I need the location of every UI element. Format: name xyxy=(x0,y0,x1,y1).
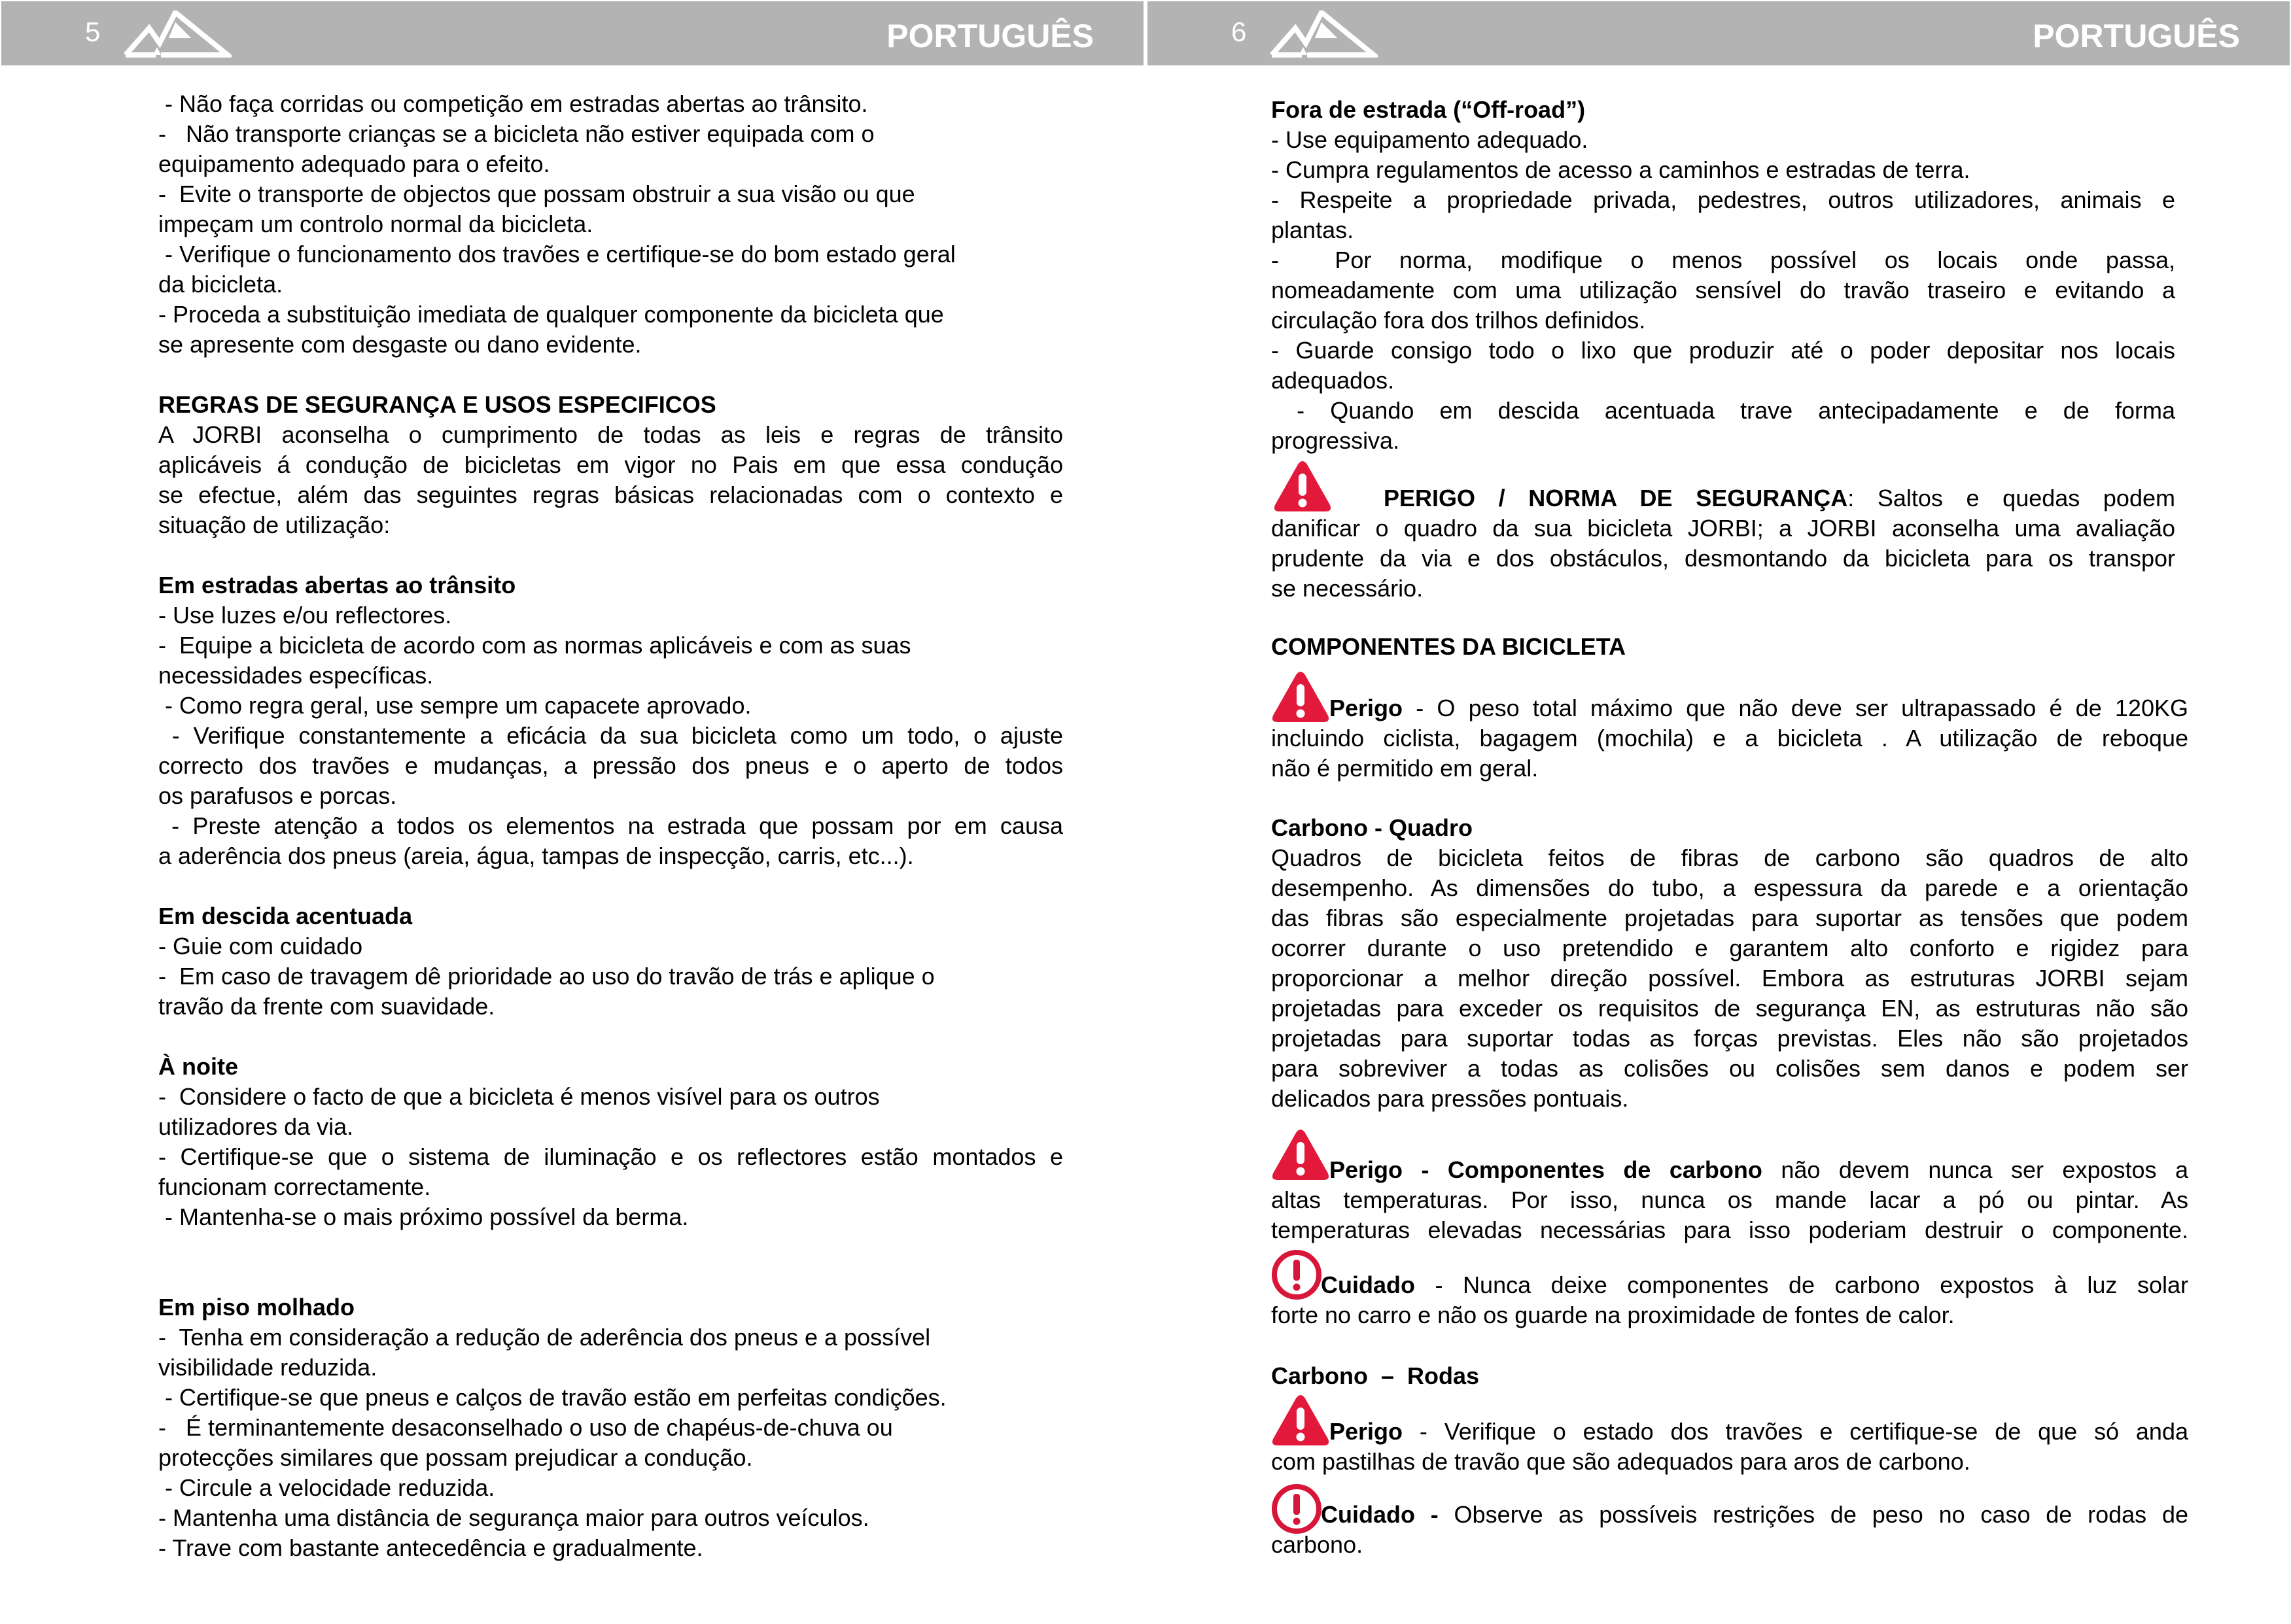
caution-notice-sun xyxy=(1271,1270,2188,1330)
notice-label: PERIGO / NORMA DE SEGURANÇA xyxy=(1384,485,1848,511)
section-regras xyxy=(158,390,1063,540)
list-item: - Em caso de travagem dê prioridade ao uso do travão de trás e aplique o xyxy=(158,963,935,990)
list-item: protecções similares que possam prejudicar a condução. xyxy=(158,1444,753,1471)
notice-first-line xyxy=(1271,1417,2188,1447)
list-item: - Mantenha-se o mais próximo possível da berma. xyxy=(158,1203,689,1230)
list-item: - Evite o transporte de objectos que possam obstruir a sua visão ou que xyxy=(158,181,915,207)
list-item: - Certifique-se que o sistema de iluminação e os reflectores estão montados e xyxy=(158,1143,1063,1170)
danger-notice-weight xyxy=(1271,693,2188,784)
page-number: 6 xyxy=(1231,16,1247,47)
danger-notice-brakes xyxy=(1271,1417,2188,1477)
list-item: impeçam um controlo normal da bicicleta. xyxy=(158,211,593,237)
notice-line: incluindo ciclista, bagagem (mochila) e a bicicleta . A utilização de reboque xyxy=(1271,725,2188,752)
paragraph-line: projetadas para exceder os requisitos de segurança EN, as estruturas não são xyxy=(1271,995,2188,1022)
list-item: se apresente com desgaste ou dano evidente. xyxy=(158,331,642,358)
section-offroad xyxy=(1271,95,2175,456)
list-item: - Respeite a propriedade privada, pedestres, outros utilizadores, animais e xyxy=(1271,186,2175,213)
section-heading: REGRAS DE SEGURANÇA E USOS ESPECIFICOS xyxy=(158,391,716,418)
notice-line: não é permitido em geral. xyxy=(1271,755,1539,782)
notice-line: se necessário. xyxy=(1271,575,1424,602)
section-heading: Em descida acentuada xyxy=(158,903,413,929)
danger-notice-norma xyxy=(1271,483,2175,604)
list-item: - Trave com bastante antecedência e gradualmente. xyxy=(158,1534,703,1561)
list-item: a aderência dos pneus (areia, água, tampas de inspecção, carris, etc...). xyxy=(158,842,914,869)
notice-label: Cuidado xyxy=(1321,1271,1415,1298)
list-item: - Não faça corridas ou competição em estradas abertas ao trânsito. xyxy=(158,90,868,117)
section-heading: Em piso molhado xyxy=(158,1294,355,1321)
list-item: circulação fora dos trilhos definidos. xyxy=(1271,307,1646,334)
notice-text: - O peso total máximo que não deve ser ultrapassado é de 120KG xyxy=(1403,695,2188,721)
components-heading-block xyxy=(1271,632,2188,662)
paragraph-line: Quadros de bicicleta feitos de fibras de carbono são quadros de alto xyxy=(1271,844,2188,871)
notice-first-line xyxy=(1271,693,2188,723)
notice-line: forte no carro e não os guarde na proximidade de fontes de calor. xyxy=(1271,1302,1955,1328)
notice-line: altas temperaturas. Por isso, nunca os mande lacar a pó ou pintar. As xyxy=(1271,1186,2188,1213)
list-item: equipamento adequado para o efeito. xyxy=(158,150,550,177)
list-item: utilizadores da via. xyxy=(158,1113,354,1140)
notice-text: - Nunca deixe componentes de carbono expostos à luz solar xyxy=(1414,1271,2188,1298)
notice-text: Observe as possíveis restrições de peso no caso de rodas de xyxy=(1438,1501,2188,1528)
caution-notice-weight xyxy=(1271,1500,2188,1560)
section-piso xyxy=(158,1292,1063,1563)
notice-label: Cuidado - xyxy=(1321,1501,1439,1528)
list-item: os parafusos e porcas. xyxy=(158,782,397,809)
list-item: correcto dos travões e mudanças, a pressão dos pneus e o aperto de todos xyxy=(158,752,1063,779)
language-label: PORTUGUÊS xyxy=(886,18,1094,54)
paragraph-line: para sobreviver a todas as colisões ou colisões sem danos e podem ser xyxy=(1271,1055,2188,1082)
list-item: - Como regra geral, use sempre um capacete aprovado. xyxy=(158,692,752,719)
section-descida xyxy=(158,901,1063,1022)
page-number: 5 xyxy=(85,16,101,47)
list-item: visibilidade reduzida. xyxy=(158,1354,377,1381)
section-heading: COMPONENTES DA BICICLETA xyxy=(1271,633,1626,660)
list-item: - Use luzes e/ou reflectores. xyxy=(158,602,452,629)
notice-first-line xyxy=(1271,1155,2188,1185)
wheels-heading-block xyxy=(1271,1361,2188,1391)
list-item: - Verifique o funcionamento dos travões e certifique-se do bom estado geral xyxy=(158,241,956,268)
paragraph-line: desempenho. As dimensões do tubo, a espessura da parede e a orientação xyxy=(1271,874,2188,901)
list-item: - Preste atenção a todos os elementos na estrada que possam por em causa xyxy=(158,812,1063,839)
notice-text: - Verifique o estado dos travões e certifique-se de que só anda xyxy=(1403,1418,2188,1445)
intro-list xyxy=(158,89,1063,360)
notice-line: danificar o quadro da sua bicicleta JORBI; a JORBI aconselha uma avaliação xyxy=(1271,515,2175,542)
list-item: progressiva. xyxy=(1271,427,1400,454)
section-estradas xyxy=(158,570,1063,871)
mountain-logo-icon xyxy=(1269,10,1378,58)
language-label: PORTUGUÊS xyxy=(2033,18,2240,54)
list-item: adequados. xyxy=(1271,367,1395,394)
section-heading: Em estradas abertas ao trânsito xyxy=(158,572,516,598)
list-item: - Não transporte crianças se a bicicleta não estiver equipada com o xyxy=(158,120,875,147)
notice-text: não devem nunca ser expostos a xyxy=(1762,1156,2188,1183)
list-item: - Circule a velocidade reduzida. xyxy=(158,1474,495,1501)
section-heading: À noite xyxy=(158,1053,238,1080)
notice-line: temperaturas elevadas necessárias para isso poderiam destruir o componente. xyxy=(1271,1217,2188,1243)
notice-first-line xyxy=(1271,1270,2188,1300)
list-item: - Por norma, modifique o menos possível os locais onde passa, xyxy=(1271,247,2175,273)
paragraph-line: aplicáveis á condução de bicicletas em vigor no Pais em que essa condução xyxy=(158,451,1063,478)
section-carbon-frame xyxy=(1271,813,2188,1114)
paragraph-line: delicados para pressões pontuais. xyxy=(1271,1085,1629,1112)
list-item: - É terminantemente desaconselhado o uso de chapéus-de-chuva ou xyxy=(158,1414,893,1441)
section-heading: Carbono - Quadro xyxy=(1271,814,1473,841)
mountain-logo-icon xyxy=(123,10,232,58)
paragraph-line: A JORBI aconselha o cumprimento de todas as leis e regras de trânsito xyxy=(158,421,1063,448)
list-item: plantas. xyxy=(1271,216,1354,243)
list-item: - Cumpra regulamentos de acesso a caminhos e estradas de terra. xyxy=(1271,156,1970,183)
paragraph-line: projetadas para suportar todas as forças previstas. Eles não são projetados xyxy=(1271,1025,2188,1052)
section-noite xyxy=(158,1052,1063,1232)
list-item: travão da frente com suavidade. xyxy=(158,993,495,1020)
list-item: da bicicleta. xyxy=(158,271,283,298)
paragraph-line: das fibras são especialmente projetadas para suportar as tensões que podem xyxy=(1271,905,2188,931)
left-page-body xyxy=(158,89,1063,1563)
notice-label: Perigo xyxy=(1329,1418,1403,1445)
notice-label: Perigo xyxy=(1329,695,1403,721)
notice-first-line xyxy=(1271,483,2175,513)
notice-line: prudente da via e dos obstáculos, desmontando da bicicleta para os transpor xyxy=(1271,545,2175,572)
danger-notice-carbon xyxy=(1271,1155,2188,1245)
page-header-right xyxy=(1147,1,2290,65)
list-item: - Equipe a bicicleta de acordo com as normas aplicáveis e com as suas xyxy=(158,632,911,659)
paragraph-line: ocorrer durante o uso pretendido e garantem alto conforto e rigidez para xyxy=(1271,935,2188,961)
notice-line: com pastilhas de travão que são adequados para aros de carbono. xyxy=(1271,1448,1970,1475)
list-item: - Proceda a substituição imediata de qualquer componente da bicicleta que xyxy=(158,301,944,328)
list-item: - Guarde consigo todo o lixo que produzir até o poder depositar nos locais xyxy=(1271,337,2175,364)
notice-line: carbono. xyxy=(1271,1531,1363,1558)
list-item: necessidades específicas. xyxy=(158,662,434,689)
list-item: nomeadamente com uma utilização sensível do travão traseiro e evitando a xyxy=(1271,277,2175,303)
notice-label: Perigo - Componentes de carbono xyxy=(1329,1156,1762,1183)
list-item: - Tenha em consideração a redução de aderência dos pneus e a possível xyxy=(158,1324,931,1351)
notice-text: : Saltos e quedas podem xyxy=(1847,485,2175,511)
paragraph-line: situação de utilização: xyxy=(158,511,391,538)
list-item: - Verifique constantemente a eficácia da sua bicicleta como um todo, o ajuste xyxy=(158,722,1063,749)
list-item: - Mantenha uma distância de segurança maior para outros veículos. xyxy=(158,1504,869,1531)
list-item: - Quando em descida acentuada trave antecipadamente e de forma xyxy=(1271,397,2175,424)
list-item: - Use equipamento adequado. xyxy=(1271,126,1588,153)
paragraph-line: proporcionar a melhor direção possível. Embora as estruturas JORBI sejam xyxy=(1271,965,2188,992)
list-item: - Certifique-se que pneus e calços de travão estão em perfeitas condições. xyxy=(158,1384,947,1411)
notice-first-line xyxy=(1271,1500,2188,1530)
paragraph-line: se efectue, além das seguintes regras básicas relacionadas com o contexto e xyxy=(158,481,1063,508)
section-heading: Carbono – Rodas xyxy=(1271,1362,1480,1389)
page-header-left xyxy=(1,1,1144,65)
section-heading: Fora de estrada (“Off-road”) xyxy=(1271,96,1586,123)
list-item: - Guie com cuidado xyxy=(158,933,363,959)
list-item: - Considere o facto de que a bicicleta é menos visível para os outros xyxy=(158,1083,880,1110)
list-item: funcionam correctamente. xyxy=(158,1173,431,1200)
